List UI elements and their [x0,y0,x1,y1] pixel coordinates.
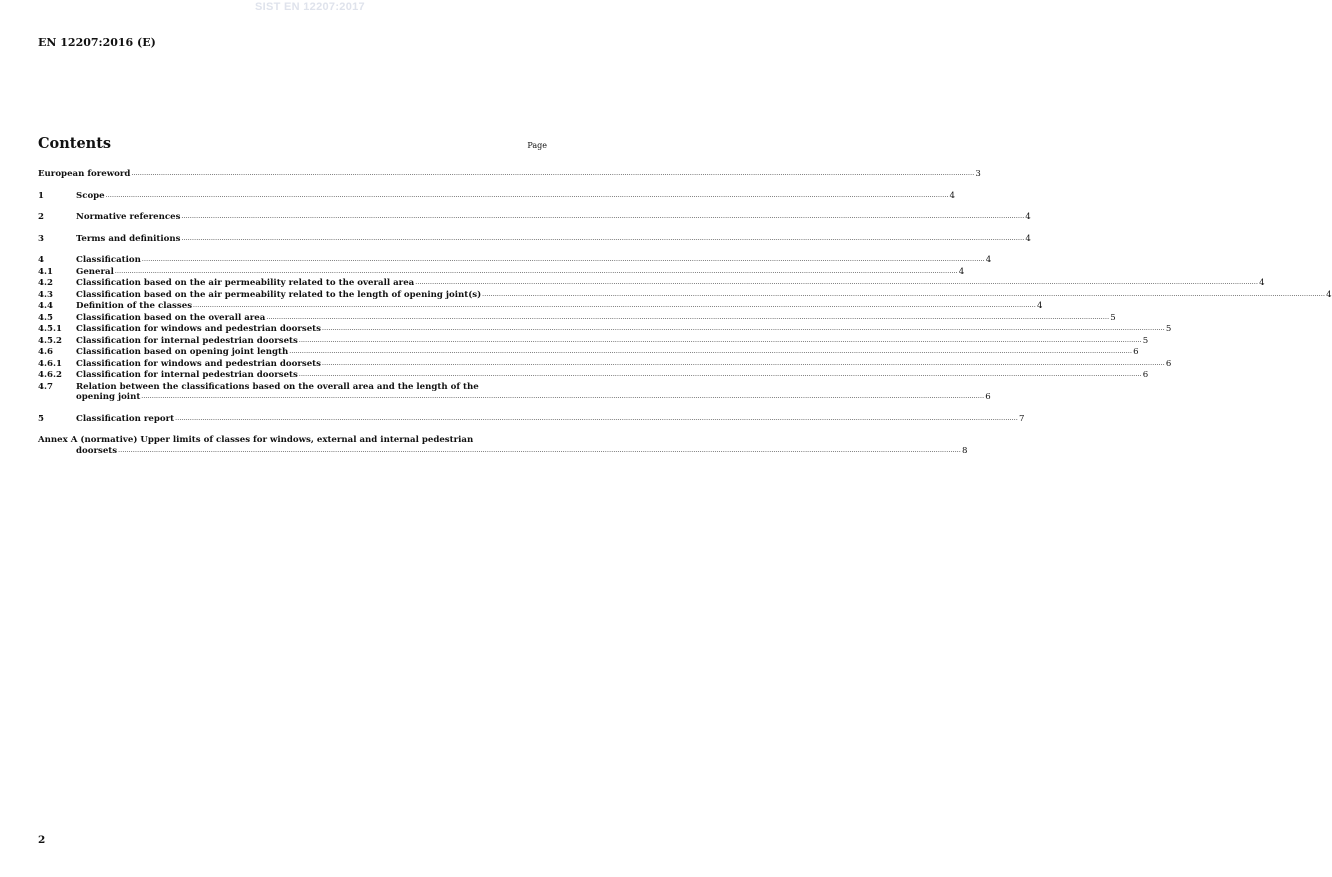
toc-entry-page: 7 [1019,413,1025,424]
leader-dots: ................................................................................................................................................................................................................................................................................................................................................................................................................ [415,279,1259,286]
toc-entry-page: 4 [958,266,965,277]
toc-entry-page: 5 [1142,335,1149,346]
toc-entry-title: Classification for windows and pedestrian doorsets [76,358,321,369]
toc-entry-page: 5 [1110,312,1116,323]
toc-entry-number: 4.2 [38,278,53,288]
toc-entry[interactable] [38,381,991,404]
toc-entry-number: 4 [38,255,44,265]
leader-dots: ................................................................................................................................................................................................................................................................................................................................................................................................................ [298,336,1142,344]
toc-entry-title: Classification for internal pedestrian doorsets [76,370,298,380]
toc-entry-title: Definition of the classes [76,301,193,311]
toc-entry-title: Scope [76,190,105,201]
leader-dots: ................................................................................................................................................................................................................................................................................................................................................................................................................ [114,267,958,275]
toc-entry[interactable] [38,324,1172,336]
annex-title-continued: doorsets [76,445,118,456]
toc-entry[interactable] [38,335,1149,348]
toc-entry-page: 4 [1036,301,1043,311]
toc-entry[interactable] [38,289,1332,302]
page-number: 2 [38,834,46,846]
leader-dots: ................................................................................................................................................................................................................................................................................................................................................................................................................ [322,325,1165,332]
toc-entry-number: 4.5.1 [38,324,62,334]
toc-entry-page: 4 [1025,212,1031,222]
toc-entry[interactable] [38,301,1043,313]
toc-entry-title: Terms and definitions [76,233,181,244]
toc-entry-number: 4.6.1 [38,358,62,369]
leader-dots: ................................................................................................................................................................................................................................................................................................................................................................................................................ [105,191,949,199]
toc-entry-number: 4.6 [38,347,53,357]
page-column-label: Page [527,141,547,150]
toc-entry-title: Classification based on opening joint length [76,347,289,357]
toc-entry-title: Relation between the classifications based on the overall area and the length of the [76,381,479,392]
toc-entry-title: General [76,266,114,277]
table-of-contents [38,169,1332,457]
toc-entry[interactable] [38,278,1265,290]
toc-entry-page: 4 [1259,278,1265,288]
leader-dots: ................................................................................................................................................................................................................................................................................................................................................................................................................ [131,170,975,177]
toc-entry-title: Classification based on the air permeability related to the length of opening joint(s) [76,289,482,300]
annex-title: Annex A (normative) Upper limits of classes for windows, external and internal pedestrian [38,435,474,445]
toc-entry-title: European foreword [38,169,131,179]
leader-dots: ................................................................................................................................................................................................................................................................................................................................................................................................................ [322,359,1165,367]
toc-entry-page: 6 [1133,347,1139,357]
toc-entry-page: 4 [949,190,956,201]
toc-entry-page: 5 [1165,324,1172,334]
toc-entry[interactable] [38,370,1149,382]
toc-entry-page: 6 [1142,370,1149,380]
toc-entry[interactable] [38,190,956,203]
toc-entry-number: 2 [38,212,44,222]
document-id: EN 12207:2016 (E) [38,36,156,49]
leader-dots: ................................................................................................................................................................................................................................................................................................................................................................................................................ [289,348,1133,355]
toc-entry-number: 1 [38,190,44,201]
toc-entry[interactable] [38,358,1172,371]
toc-entry-title: Classification [76,255,141,265]
annex-page: 8 [962,445,968,456]
leader-dots: ................................................................................................................................................................................................................................................................................................................................................................................................................ [193,302,1036,309]
toc-entry-page: 3 [975,169,981,179]
toc-entry[interactable] [38,212,1031,224]
toc-entry-number: 4.5.2 [38,335,62,346]
leader-dots: ................................................................................................................................................................................................................................................................................................................................................................................................................ [181,213,1025,220]
leader-dots: ................................................................................................................................................................................................................................................................................................................................................................................................................ [175,414,1018,422]
toc-entry[interactable] [38,169,981,181]
toc-entry-title: Classification for windows and pedestrian doorsets [76,324,321,334]
toc-entry[interactable] [38,347,1139,359]
toc-entry-page: 6 [985,392,991,402]
toc-entry-number: 4.5 [38,312,53,323]
toc-entry-number: 4.7 [38,381,53,392]
toc-entry-title-continued: opening joint [76,392,141,402]
leader-dots: ................................................................................................................................................................................................................................................................................................................................................................................................................ [181,234,1025,242]
leader-dots: ................................................................................................................................................................................................................................................................................................................................................................................................................ [141,393,985,400]
toc-entry[interactable] [38,266,965,279]
watermark: SIST EN 12207:2017 [255,1,365,13]
toc-entry-number: 5 [38,413,44,424]
toc-entry-page: 4 [1025,233,1031,244]
toc-annex-entry[interactable] [38,435,968,457]
toc-entry-title: Classification based on the air permeability related to the overall area [76,278,415,288]
toc-entry[interactable] [38,255,992,267]
toc-entry[interactable] [38,312,1116,325]
leader-dots: ................................................................................................................................................................................................................................................................................................................................................................................................................ [118,446,962,454]
toc-entry-title: Classification based on the overall area [76,312,266,323]
toc-entry-title: Classification for internal pedestrian doorsets [76,335,298,346]
toc-entry-title: Normative references [76,212,181,222]
toc-entry-number: 4.4 [38,301,53,311]
toc-entry-page: 6 [1165,358,1172,369]
contents-title: Contents [38,135,112,152]
toc-entry-number: 4.3 [38,289,53,300]
toc-entry-number: 4.1 [38,266,53,277]
toc-entry[interactable] [38,413,1025,426]
leader-dots: ................................................................................................................................................................................................................................................................................................................................................................................................................ [266,313,1110,321]
toc-entry-number: 3 [38,233,44,244]
toc-entry-page: 4 [1326,289,1332,300]
leader-dots: ................................................................................................................................................................................................................................................................................................................................................................................................................ [141,256,985,263]
toc-entry-number: 4.6.2 [38,370,62,380]
leader-dots: ................................................................................................................................................................................................................................................................................................................................................................................................................ [482,290,1326,298]
leader-dots: ................................................................................................................................................................................................................................................................................................................................................................................................................ [298,371,1142,378]
toc-entry-title: Classification report [76,413,175,424]
toc-entry[interactable] [38,233,1031,246]
toc-entry-page: 4 [985,255,992,265]
